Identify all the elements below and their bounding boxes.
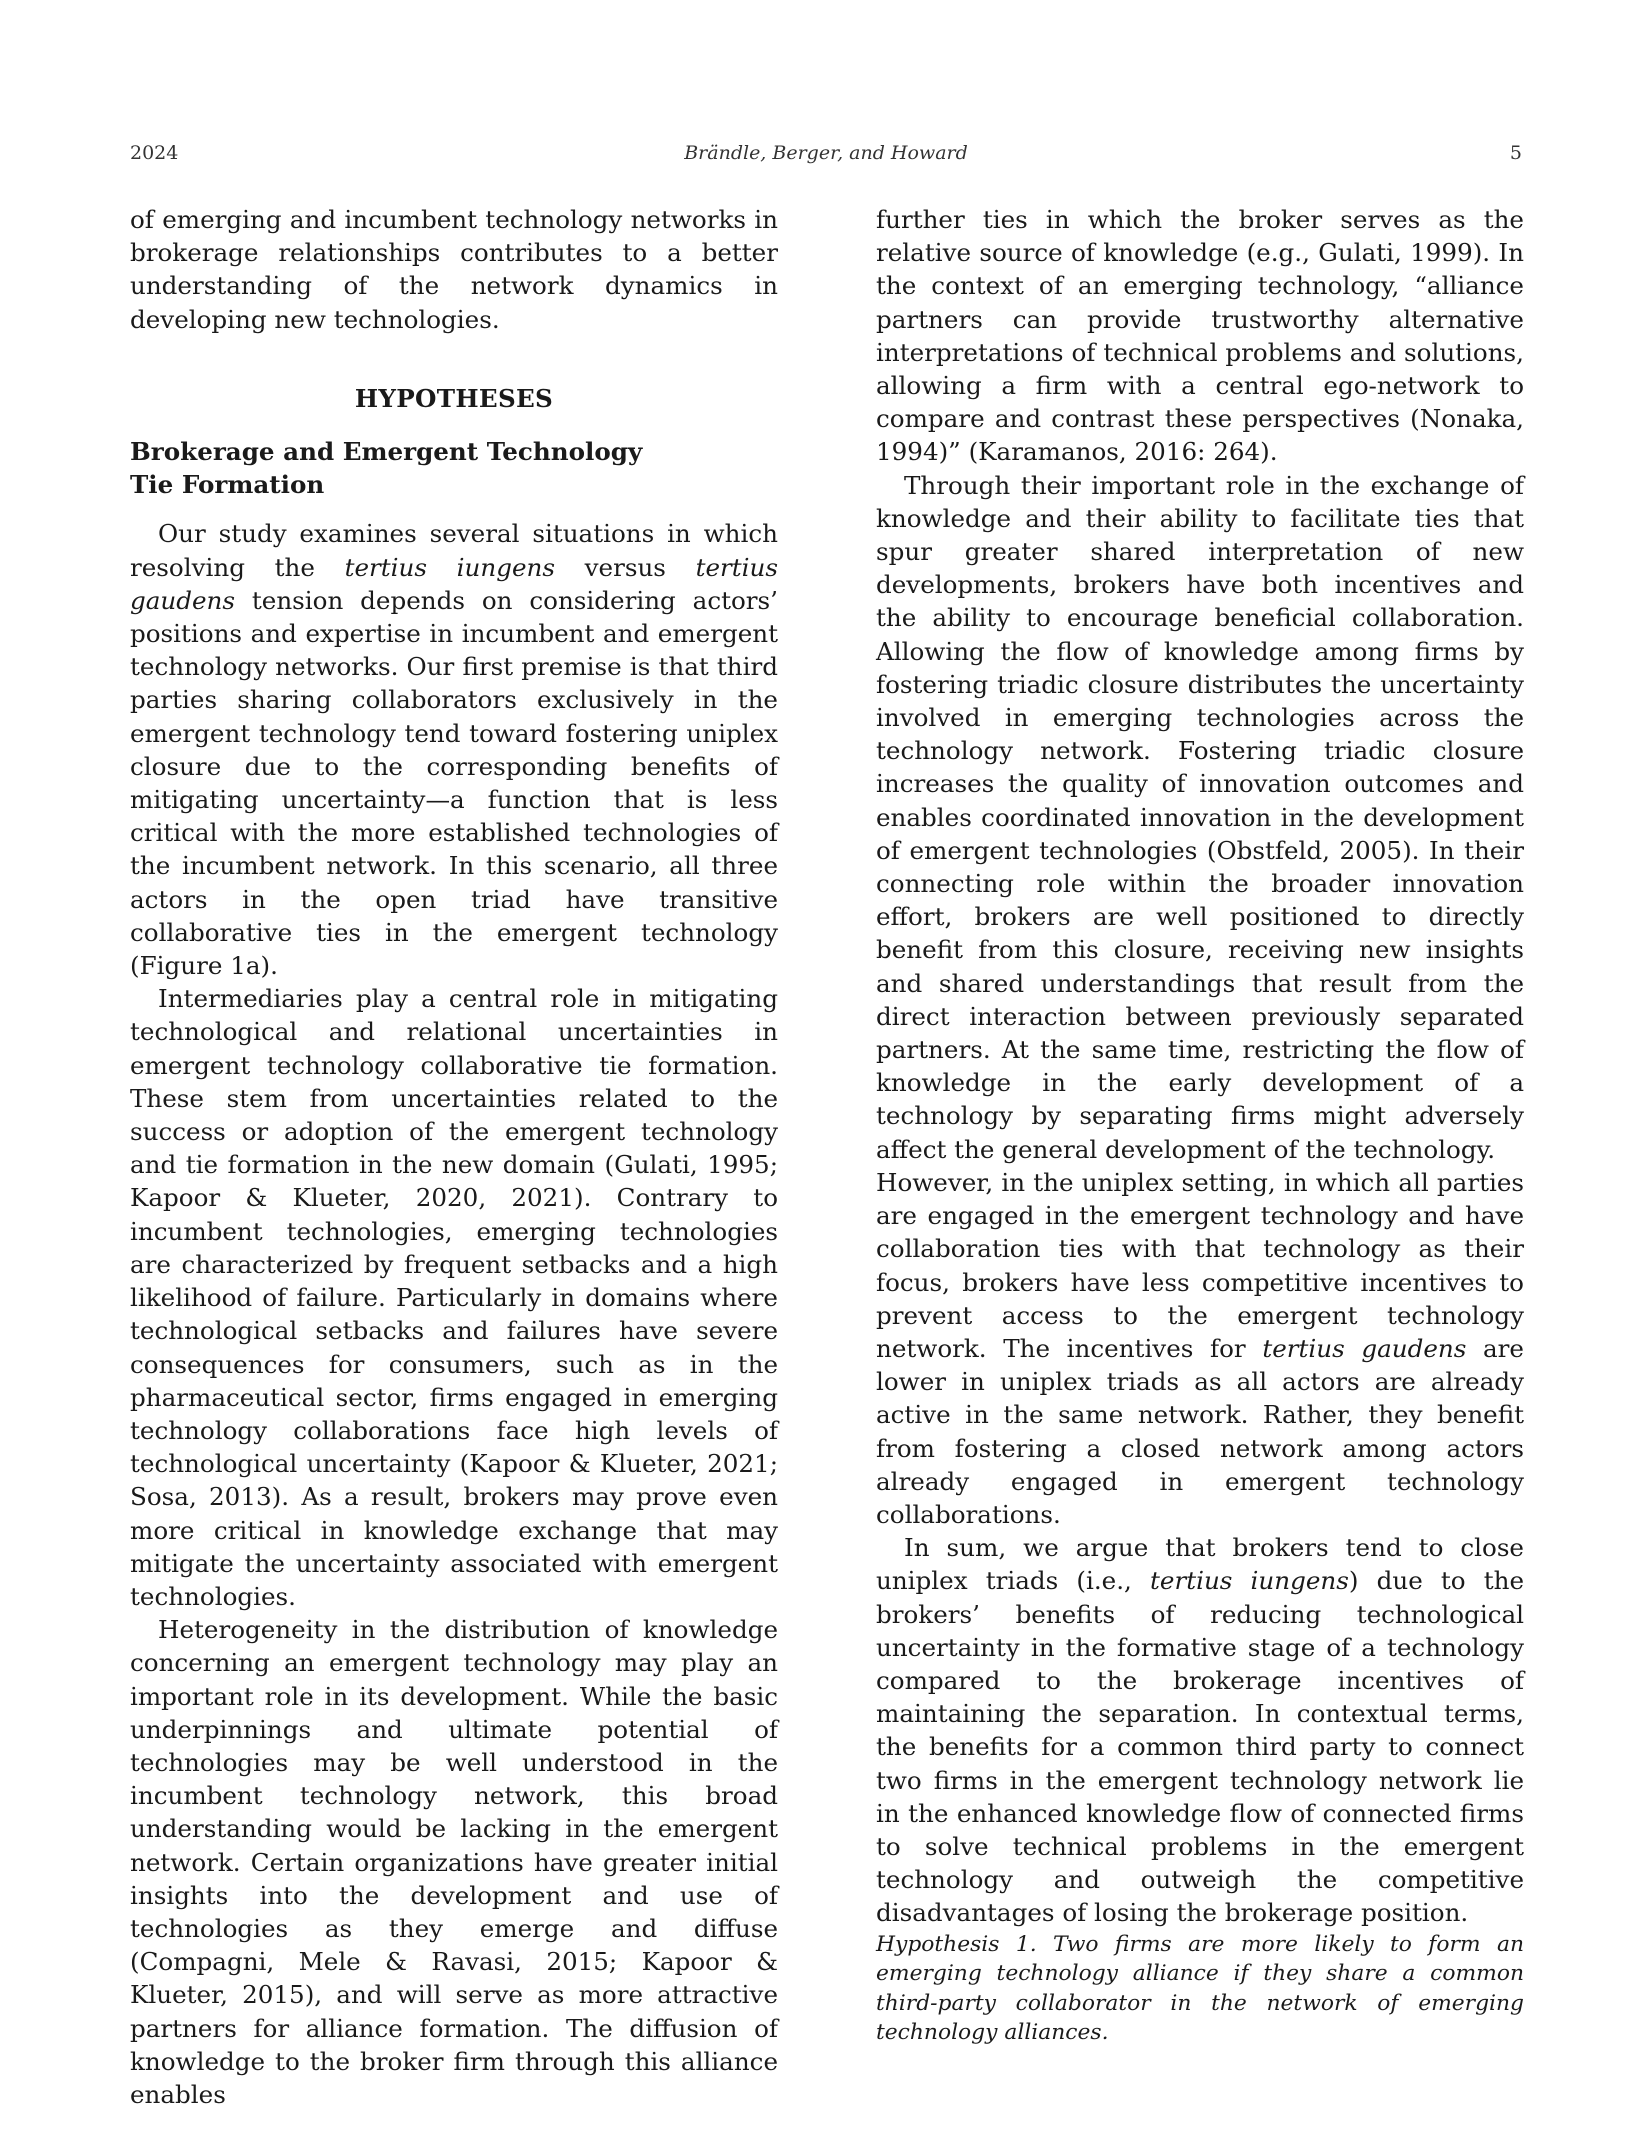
subsection-heading-line1: Brokerage and Emergent Technology bbox=[130, 437, 643, 467]
paragraph: Intermediaries play a central role in mitigating technological and relational uncertainties in emergent technology collaborative tie formation. These stem from uncertainties related to the success or adoption of the emergent technology and tie formation in the new domain (Gulati, 1995; Kapoor & Klueter, 2020, 2021). Contrary to incumbent technologies, emerging technologies are characterized by frequent setbacks and a high likelihood of failure. Particularly in domains where technological setbacks and failures have severe consequences for consumers, such as in the pharmaceutical sector, firms engaged in emerging technology collaborations face high levels of technological uncertainty (Kapoor & Klueter, 2021; Sosa, 2013). As a result, brokers may prove even more critical in knowledge exchange that may mitigate the uncertainty associated with emergent technologies. bbox=[130, 984, 778, 1611]
paragraph bbox=[876, 1166, 1524, 1531]
text-run: are lower in uniplex triads as all actors are already active in the same network. Rather, they benefit from fostering a closed network among actors already engaged in emergent technology collaborations. bbox=[876, 1333, 1524, 1529]
text-run: versus bbox=[554, 552, 696, 582]
hypothesis-statement: Hypothesis 1. Two firms are more likely to form an emerging technology alliance if they share a common third-party collaborator in the network of emerging technology alliances. bbox=[876, 1931, 1524, 2046]
paragraph-continued: of emerging and incumbent technology networks in brokerage relationships contributes to a better understanding of the network dynamics in developing new technologies. bbox=[130, 205, 778, 334]
italic-term: tertius gaudens bbox=[130, 552, 779, 615]
running-head-authors: Brändle, Berger, and Howard bbox=[684, 142, 968, 164]
text-run: ) due to the brokers’ benefits of reducing technological uncertainty in the formative stage of a technology compared to the brokerage incentives of maintaining the separation. In contextual terms, the benefits for a common third party to connect two firms in the emergent technology network lie in the enhanced knowledge flow of connected firms to solve technical problems in the emergent technology and outweigh the competitive disadvantages of losing the brokerage position. bbox=[876, 1566, 1524, 1928]
section-heading: HYPOTHESES bbox=[354, 383, 554, 413]
paragraph bbox=[130, 517, 778, 982]
paragraph-continued: further ties in which the broker serves as the relative source of knowledge (e.g., Gulati, 1999). In the context of an emerging technology, “alliance partners can provide trustworthy alternative interpretations of technical problems and solutions, allowing a firm with a central ego-network to compare and contrast these perspectives (Nonaka, 1994)” (Karamanos, 2016: 264). bbox=[876, 205, 1524, 467]
subsection-heading-line2: Tie Formation bbox=[130, 470, 325, 500]
subsection-heading bbox=[130, 435, 650, 501]
text-run: tension depends on considering actors’ positions and expertise in incumbent and emergent technology networks. Our first premise is that third parties sharing collaborators exclusively in the emergent technology tend toward fostering uniplex closure due to the corresponding benefits of mitigating uncertainty—a function that is less critical with the more established technologies of the incumbent network. In this scenario, all three actors in the open triad have transitive collaborative ties in the emergent technology (Figure 1a). bbox=[130, 585, 778, 981]
text-run: Our study examines several situations in which resolving the bbox=[130, 519, 778, 582]
text-run: However, in the uniplex setting, in which all parties are engaged in the emergent technology and have collaboration ties with that technology as their focus, brokers have less competitive incentives to prevent access to the emergent technology network. The incentives for bbox=[876, 1167, 1524, 1363]
left-column bbox=[130, 203, 778, 2111]
paragraph: Heterogeneity in the distribution of knowledge concerning an emergent technology may play an important role in its development. While the basic underpinnings and ultimate potential of technologies may be well understood in the incumbent technology network, this broad understanding would be lacking in the emergent network. Certain organizations have greater initial insights into the development and use of technologies as they emerge and diffuse (Compagni, Mele & Ravasi, 2015; Kapoor & Klueter, 2015), and will serve as more attractive partners for alliance formation. The diffusion of knowledge to the broker firm through this alliance enables bbox=[130, 1615, 778, 2109]
page-number: 5 bbox=[1509, 142, 1522, 164]
text-run: In sum, we argue that brokers tend to close uniplex triads (i.e., bbox=[876, 1533, 1524, 1596]
journal-year: 2024 bbox=[130, 142, 179, 164]
running-head bbox=[130, 142, 1522, 172]
italic-term: tertius iungens bbox=[1150, 1566, 1349, 1596]
paragraph bbox=[876, 1531, 1524, 1929]
italic-term: tertius gaudens bbox=[1262, 1333, 1467, 1363]
right-column bbox=[876, 203, 1524, 2048]
paragraph: Through their important role in the exchange of knowledge and their ability to facilitate ties that spur greater shared interpretation of new developments, brokers have both incentives and the ability to encourage beneficial collaboration. Allowing the flow of knowledge among firms by fostering triadic closure distributes the uncertainty involved in emerging technologies across the technology network. Fostering triadic closure increases the quality of innovation outcomes and enables coordinated innovation in the development of emergent technologies (Obstfeld, 2005). In their connecting role within the broader innovation effort, brokers are well positioned to directly benefit from this closure, receiving new insights and shared understandings that result from the direct interaction between previously separated partners. At the same time, restricting the flow of knowledge in the early development of a technology by separating firms might adversely affect the general development of the technology. bbox=[876, 470, 1524, 1164]
italic-term: tertius iungens bbox=[344, 552, 555, 582]
